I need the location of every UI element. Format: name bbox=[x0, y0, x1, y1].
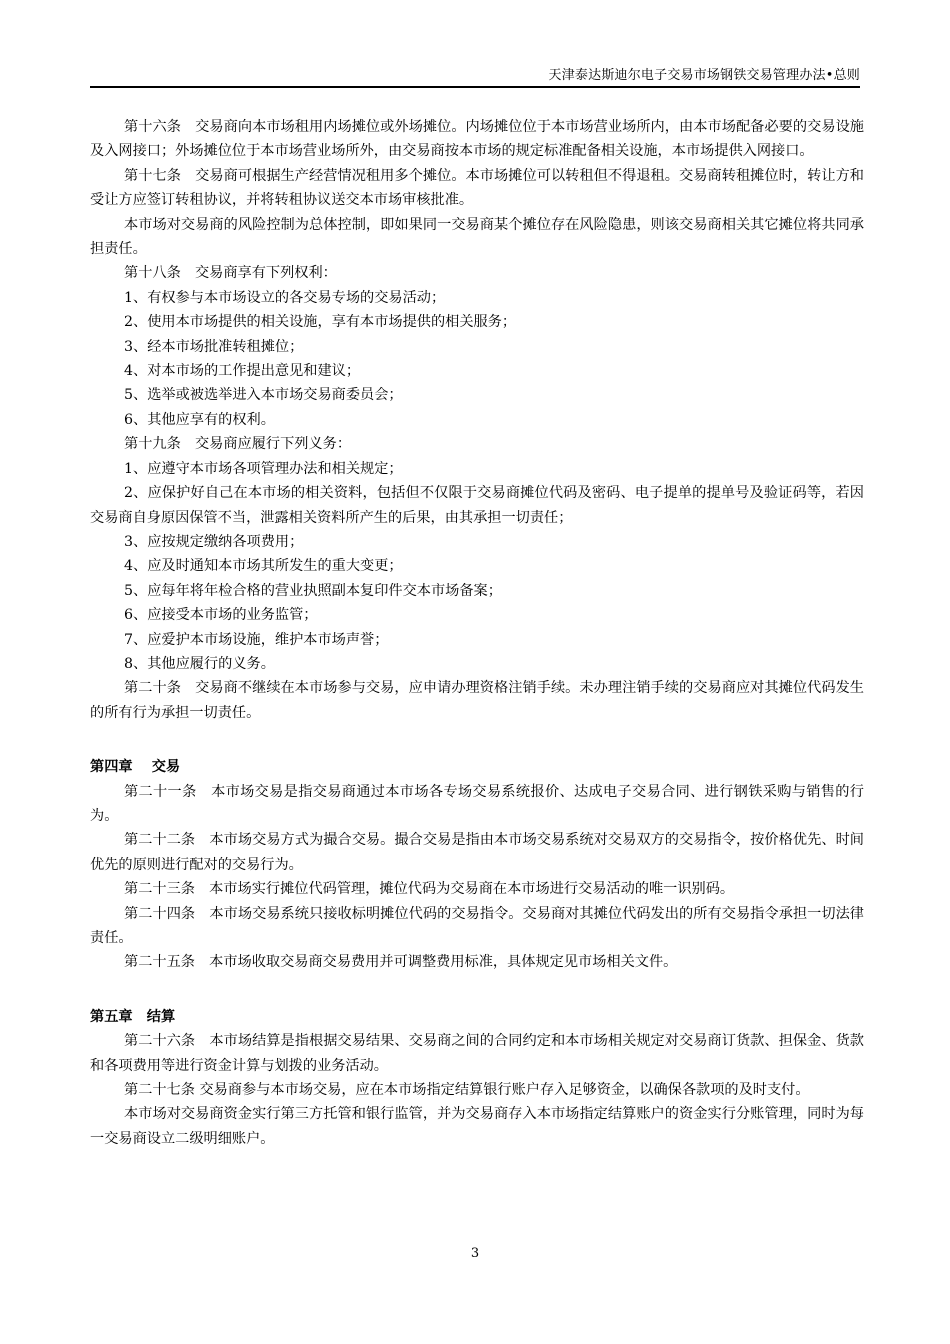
list-item: 5、选举或被选举进入本市场交易商委员会； bbox=[124, 387, 403, 404]
list-item: 1、有权参与本市场设立的各交易专场的交易活动； bbox=[124, 289, 446, 306]
list-item: 7、应爱护本市场设施，维护本市场声誉； bbox=[124, 631, 389, 648]
paragraph: 第二十七条 交易商参与本市场交易，应在本市场指定结算银行账户存入足够资金，以确保各款项的及时支付。 bbox=[124, 1082, 810, 1099]
paragraph: 第二十条 交易商不继续在本市场参与交易，应申请办理资格注销手续。未办理注销手续的交易商应对其摊位代码发生的所有行为承担一切责任。 bbox=[90, 680, 864, 721]
list-item: 4、对本市场的工作提出意见和建议； bbox=[124, 363, 361, 380]
page-header bbox=[90, 60, 860, 88]
paragraph: 第二十五条 本市场收取交易商交易费用并可调整费用标准，具体规定见市场相关文件。 bbox=[124, 954, 678, 971]
list-item: 6、应接受本市场的业务监管； bbox=[124, 607, 318, 624]
paragraph: 本市场对交易商资金实行第三方托管和银行监管，并为交易商存入本市场指定结算账户的资金实行分账管理，同时为每一交易商设立二级明细账户。 bbox=[90, 1106, 864, 1147]
paragraph: 第十八条 交易商享有下列权利： bbox=[124, 265, 337, 282]
paragraph: 本市场对交易商的风险控制为总体控制，即如果同一交易商某个摊位存在风险隐患，则该交易商相关其它摊位将共同承担责任。 bbox=[90, 216, 864, 258]
header-title: 天津泰达斯迪尔电子交易市场钢铁交易管理办法•总则 bbox=[548, 68, 860, 83]
paragraph: 第二十一条 本市场交易是指交易商通过本市场各专场交易系统报价、达成电子交易合同、进行钢铁采购与销售的行为。 bbox=[90, 783, 864, 824]
list-item: 1、应遵守本市场各项管理办法和相关规定； bbox=[124, 460, 403, 477]
chapter-heading: 第五章 结算 bbox=[90, 1008, 176, 1025]
list-item: 5、应每年将年检合格的营业执照副本复印件交本市场备案； bbox=[124, 582, 502, 599]
paragraph: 第十七条 交易商可根据生产经营情况租用多个摊位。本市场摊位可以转租但不得退租。交易商转租摊位时，转让方和受让方应签订转租协议，并将转租协议送交本市场审核批准。 bbox=[90, 167, 864, 209]
list-item: 3、应按规定缴纳各项费用； bbox=[124, 533, 304, 550]
list-item: 2、使用本市场提供的相关设施，享有本市场提供的相关服务； bbox=[124, 314, 517, 331]
list-item: 8、其他应履行的义务。 bbox=[124, 655, 275, 672]
paragraph: 第二十四条 本市场交易系统只接收标明摊位代码的交易指令。交易商对其摊位代码发出的所有交易指令承担一切法律责任。 bbox=[90, 905, 864, 946]
paragraph: 第十九条 交易商应履行下列义务： bbox=[124, 436, 352, 453]
chapter-heading: 第四章 交易 bbox=[90, 759, 181, 776]
list-item: 6、其他应享有的权利。 bbox=[124, 411, 275, 428]
paragraph: 第二十六条 本市场结算是指根据交易结果、交易商之间的合同约定和本市场相关规定对交易商订货款、担保金、货款和各项费用等进行资金计算与划拨的业务活动。 bbox=[90, 1033, 864, 1074]
paragraph: 第二十三条 本市场实行摊位代码管理，摊位代码为交易商在本市场进行交易活动的唯一识别码。 bbox=[124, 881, 735, 898]
paragraph: 第十六条 交易商向本市场租用内场摊位或外场摊位。内场摊位位于本市场营业场所内，由本市场配备必要的交易设施及入网接口；外场摊位位于本市场营业场所外，由交易商按本市场的规定标准配备相关设施，本市场提供入网接口。 bbox=[90, 119, 864, 160]
list-item: 3、经本市场批准转租摊位； bbox=[124, 338, 304, 355]
list-item: 4、应及时通知本市场其所发生的重大变更； bbox=[124, 558, 403, 575]
page-number: 3 bbox=[470, 1246, 480, 1261]
document-body bbox=[90, 115, 864, 1151]
paragraph: 第二十二条 本市场交易方式为撮合交易。撮合交易是指由本市场交易系统对交易双方的交易指令，按价格优先、时间优先的原则进行配对的交易行为。 bbox=[90, 832, 864, 873]
list-item: 2、应保护好自己在本市场的相关资料，包括但不仅限于交易商摊位代码及密码、电子提单的提单号及验证码等，若因交易商自身原因保管不当，泄露相关资料所产生的后果，由其承担一切责任； bbox=[90, 485, 864, 526]
